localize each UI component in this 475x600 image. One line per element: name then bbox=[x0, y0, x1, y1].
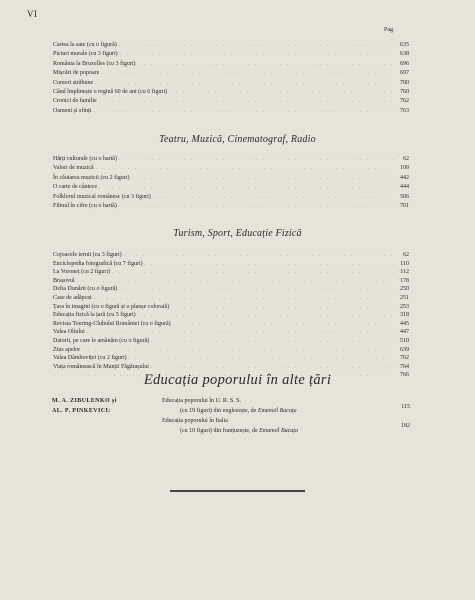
dot-leader bbox=[131, 175, 393, 183]
toc-entry bbox=[53, 277, 409, 285]
toc-entry-title: România la Bruxelles (cu 3 figuri) bbox=[53, 60, 136, 67]
entry-urss-page: 115 bbox=[401, 404, 410, 410]
toc-entry bbox=[53, 41, 409, 49]
toc-entry-title: La Voroneț (cu 2 figuri) bbox=[53, 269, 111, 276]
toc-entry-page: 62 bbox=[403, 252, 409, 258]
toc-entry-title: Mișcări de popoare bbox=[53, 70, 100, 77]
toc-entry-title: Țara în imagini (cu o figură și o planșe colorată) bbox=[53, 303, 170, 310]
toc-entry bbox=[53, 88, 409, 96]
entry-urss-subtitle: (cu 19 figuri) din englezește, de Emanoil Bucuța bbox=[180, 408, 297, 414]
toc-entry bbox=[53, 164, 409, 172]
toc-entry-title: Când împlinește o regină 60 de ani (cu 6 figuri) bbox=[53, 89, 168, 95]
toc-entry-page: 764 bbox=[400, 363, 409, 370]
toc-entry-page: 638 bbox=[400, 51, 409, 58]
toc-entry-page: 251 bbox=[400, 295, 409, 301]
toc-entry bbox=[53, 155, 409, 163]
toc-entry bbox=[53, 363, 409, 371]
section-title-tourism: Turism, Sport, Educație Fizică bbox=[173, 228, 302, 239]
toc-entry-title: Revista Touring-Clubului României (cu o figură) bbox=[53, 320, 171, 327]
entry-italia-page: 182 bbox=[401, 423, 410, 429]
toc-entry-title: În căutarea muzicii (cu 2 figuri) bbox=[53, 174, 130, 181]
toc-entry-page: 110 bbox=[400, 260, 409, 267]
toc-entry-page: 444 bbox=[400, 184, 409, 191]
toc-entry-page: 250 bbox=[400, 286, 409, 293]
dot-leader bbox=[169, 89, 393, 97]
toc-entry-title: O carte de cântece bbox=[53, 184, 98, 191]
toc-entry bbox=[53, 303, 409, 311]
toc-entry-page: 510 bbox=[400, 338, 409, 344]
toc-entry-page: 762 bbox=[400, 98, 409, 105]
page-column-header: Pag. bbox=[384, 27, 395, 33]
entry-italia-title: Educația poporului în Italia bbox=[162, 418, 228, 424]
toc-entry-page: 639 bbox=[400, 346, 409, 353]
toc-entry bbox=[53, 346, 409, 354]
toc-entry bbox=[53, 328, 409, 336]
toc-entry-title: Filmul în cifre (cu o hartă) bbox=[53, 203, 117, 209]
toc-entry bbox=[53, 268, 409, 276]
toc-entry bbox=[53, 251, 409, 259]
toc-entry bbox=[53, 97, 409, 105]
toc-entry bbox=[53, 79, 409, 87]
toc-entry-title: Valori de muzică bbox=[53, 165, 94, 172]
dot-leader bbox=[120, 51, 393, 59]
toc-entry-title: Valea Dâmboviței (cu 2 figuri) bbox=[53, 355, 127, 362]
closing-rule bbox=[170, 490, 305, 492]
toc-entry bbox=[53, 337, 409, 345]
toc-entry-page: 697 bbox=[400, 70, 409, 77]
toc-entry-page: 696 bbox=[400, 60, 409, 67]
dot-leader bbox=[95, 80, 393, 88]
toc-entry-title: Case de adăpost bbox=[53, 295, 92, 301]
entry-italia-subtitle: (cu 10 figuri) din franțuzește, de Emanoil Bucuța bbox=[180, 428, 298, 434]
toc-entry bbox=[53, 294, 409, 302]
toc-entry-title: Delta Dunării (cu o figură) bbox=[53, 286, 118, 293]
toc-entry bbox=[53, 50, 409, 58]
toc-entry-title: Datorii, pe care le amânăm (cu o figură) bbox=[53, 338, 150, 344]
dot-leader bbox=[93, 108, 393, 116]
toc-entry-page: 442 bbox=[400, 174, 409, 181]
toc-entry-page: 62 bbox=[403, 156, 409, 162]
translator-name: Emanoil Bucuța bbox=[259, 428, 298, 434]
toc-entry-title: Folklorul muzical românesc (cu 3 figuri) bbox=[53, 193, 151, 200]
toc-entry bbox=[53, 311, 409, 319]
toc-entry bbox=[53, 260, 409, 268]
toc-entry-page: 112 bbox=[400, 269, 409, 276]
dot-leader bbox=[99, 98, 393, 106]
toc-entry-page: 701 bbox=[400, 203, 409, 209]
toc-entry-page: 763 bbox=[400, 107, 409, 114]
toc-entry-page: 635 bbox=[400, 42, 409, 48]
toc-entry bbox=[53, 69, 409, 77]
dot-leader bbox=[153, 194, 393, 202]
toc-entry-title: Hărți culturale (cu o hartă) bbox=[53, 156, 117, 162]
toc-entry-title: Cronici de familie bbox=[53, 98, 97, 105]
toc-entry-title: Valea Oltului bbox=[53, 329, 85, 336]
toc-entry-title: Educația fizică la țară (cu 5 figuri) bbox=[53, 312, 136, 319]
toc-entry-title: Comori străbune bbox=[53, 79, 94, 86]
toc-entry bbox=[53, 320, 409, 328]
toc-entry bbox=[53, 107, 409, 115]
toc-entry-page: 253 bbox=[400, 303, 409, 310]
toc-entry-page: 766 bbox=[400, 372, 409, 379]
dot-leader bbox=[99, 184, 393, 192]
toc-entry-title: Brașovul bbox=[53, 277, 75, 284]
toc-entry bbox=[53, 354, 409, 362]
toc-entry-page: 318 bbox=[400, 312, 409, 319]
dot-leader bbox=[119, 42, 393, 50]
toc-entry-title: Zius apelor bbox=[53, 346, 81, 353]
dot-leader bbox=[119, 203, 393, 211]
author-pinkevici: AL. P. PINKEVICI: bbox=[52, 408, 111, 414]
toc-entry bbox=[53, 202, 409, 210]
toc-entry-page: 760 bbox=[400, 89, 409, 95]
toc-entry-page: 447 bbox=[400, 329, 409, 336]
translator-name: Emanoil Bucuța bbox=[257, 408, 297, 414]
toc-entry-title: Enciclopedia fotografică (cu 7 figuri) bbox=[53, 260, 143, 267]
toc-entry-page: 506 bbox=[400, 193, 409, 200]
toc-entry-page: 445 bbox=[400, 320, 409, 327]
toc-entry-page: 109 bbox=[400, 165, 409, 172]
dot-leader bbox=[96, 165, 393, 173]
toc-entry bbox=[53, 285, 409, 293]
section-title-education: Educația poporului în alte țări bbox=[143, 372, 332, 388]
toc-entry-title: Cojoacele iernii (cu 3 figuri) bbox=[53, 252, 122, 258]
toc-entry bbox=[53, 193, 409, 201]
toc-entry bbox=[53, 174, 409, 182]
entry-urss-title: Educația poporului în U. R. S. S. bbox=[162, 398, 241, 404]
toc-entry-title: Oameni și sfinți bbox=[53, 107, 92, 114]
toc-entry-title: Viața românească în Munții Făgărașului bbox=[53, 363, 149, 370]
dot-leader bbox=[119, 156, 393, 164]
page-number: VI bbox=[27, 9, 38, 19]
dot-leader bbox=[101, 70, 393, 78]
toc-entry-title: Cartea la sate (cu o figură) bbox=[53, 42, 117, 48]
toc-entry bbox=[53, 183, 409, 191]
toc-entry-title: Picturi murale (cu 3 figuri) bbox=[53, 51, 118, 58]
toc-entry-page: 702 bbox=[400, 355, 409, 362]
section-title-theatre: Teatru, Muzică, Cinematograf, Radio bbox=[159, 134, 316, 145]
author-zibulenko: M. A. ZIBULENKO și bbox=[52, 398, 117, 404]
toc-entry-page: 178 bbox=[400, 277, 409, 284]
toc-entry-page: 700 bbox=[400, 79, 409, 86]
dot-leader bbox=[137, 61, 393, 69]
toc-entry bbox=[53, 60, 409, 68]
